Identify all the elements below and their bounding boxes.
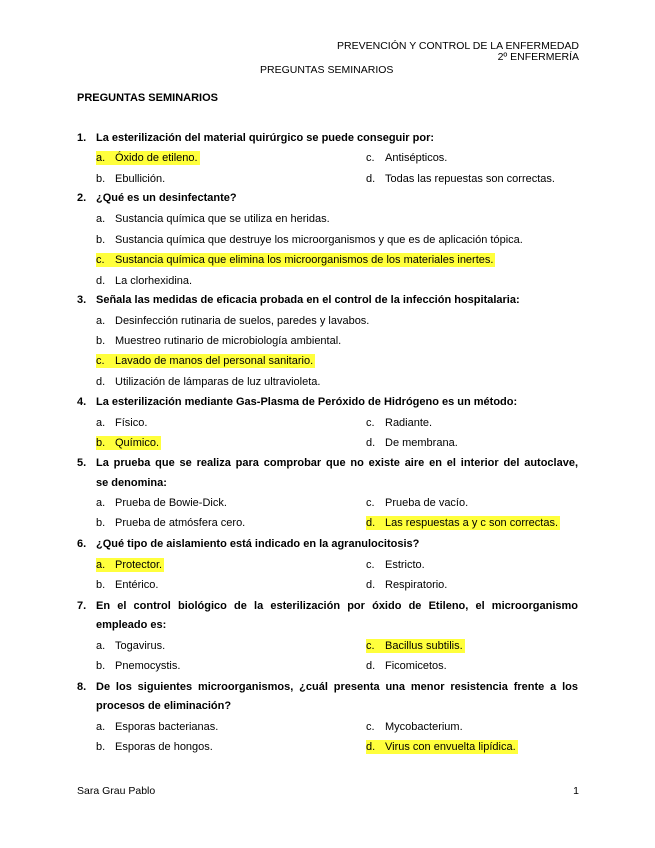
option: c. Estricto. xyxy=(366,559,425,571)
option-correct: a. Protector. xyxy=(96,559,163,571)
option: c. Radiante. xyxy=(366,417,433,429)
question-text-line2: empleado es: xyxy=(96,619,167,631)
question-text-line1: De los siguientes microorganismos, ¿cuál presenta una menor resistencia frente a los xyxy=(96,681,578,693)
question-number: 4. xyxy=(77,396,87,408)
option: d. De membrana. xyxy=(366,437,458,449)
question-text: La esterilización del material quirúrgico se puede conseguir por: xyxy=(96,132,435,144)
option-correct: b. Químico. xyxy=(96,437,160,449)
option: b. Sustancia química que destruye los microorganismos y que es de aplicación tópica. xyxy=(96,234,523,246)
question-number: 2. xyxy=(77,192,87,204)
option: a. Desinfección rutinaria de suelos, paredes y lavabos. xyxy=(96,315,370,327)
option-correct: d. Las respuestas a y c son correctas. xyxy=(366,517,559,529)
question-text: ¿Qué tipo de aislamiento está indicado en la agranulocitosis? xyxy=(96,538,420,550)
option: d. Ficomicetos. xyxy=(366,660,447,672)
option: b. Prueba de atmósfera cero. xyxy=(96,517,246,529)
question-number: 8. xyxy=(77,681,87,693)
option-correct: a. Óxido de etileno. xyxy=(96,152,198,164)
option: d. Utilización de lámparas de luz ultravioleta. xyxy=(96,376,321,388)
question-number: 7. xyxy=(77,600,87,612)
option: b. Ebullición. xyxy=(96,173,166,185)
question-text: La esterilización mediante Gas-Plasma de Peróxido de Hidrógeno es un método: xyxy=(96,396,518,408)
question-text-line1: La prueba que se realiza para comprobar que no existe aire en el interior del autoclave, xyxy=(96,457,578,469)
option: b. Entérico. xyxy=(96,579,159,591)
option: a. Físico. xyxy=(96,417,148,429)
option: b. Muestreo rutinario de microbiología ambiental. xyxy=(96,335,342,347)
question-text-line1: En el control biológico de la esterilización por óxido de Etileno, el microorganismo xyxy=(96,600,578,612)
option: b. Pnemocystis. xyxy=(96,660,181,672)
question-text: ¿Qué es un desinfectante? xyxy=(96,192,237,204)
page-number: 1 xyxy=(573,785,579,797)
question-text-line2: procesos de eliminación? xyxy=(96,700,232,712)
option: a. Esporas bacterianas. xyxy=(96,721,219,733)
option: c. Mycobacterium. xyxy=(366,721,463,733)
question-text: Señala las medidas de eficacia probada en el control de la infección hospitalaria: xyxy=(96,294,520,306)
option: b. Esporas de hongos. xyxy=(96,741,213,753)
option: c. Prueba de vacío. xyxy=(366,497,469,509)
option-correct: c. Bacillus subtilis. xyxy=(366,640,463,652)
header-course: 2º ENFERMERÍA xyxy=(497,51,579,63)
footer-author: Sara Grau Pablo xyxy=(77,785,156,797)
question-number: 6. xyxy=(77,538,87,550)
question-number: 5. xyxy=(77,457,87,469)
document-title: PREGUNTAS SEMINARIOS xyxy=(77,92,218,104)
option-correct: c. Lavado de manos del personal sanitario. xyxy=(96,355,314,367)
option-correct: c. Sustancia química que elimina los microorganismos de los materiales inertes. xyxy=(96,254,494,266)
option: d. La clorhexidina. xyxy=(96,275,193,287)
question-number: 3. xyxy=(77,294,87,306)
option: d. Respiratorio. xyxy=(366,579,448,591)
option-correct: d. Virus con envuelta lipídica. xyxy=(366,741,516,753)
header-subject: PREVENCIÓN Y CONTROL DE LA ENFERMEDAD xyxy=(337,40,579,52)
option: a. Prueba de Bowie-Dick. xyxy=(96,497,227,509)
question-number: 1. xyxy=(77,132,87,144)
option: a. Sustancia química que se utiliza en heridas. xyxy=(96,213,330,225)
option: c. Antisépticos. xyxy=(366,152,448,164)
option: d. Todas las repuestas son correctas. xyxy=(366,173,555,185)
header-section: PREGUNTAS SEMINARIOS xyxy=(260,64,394,76)
option: a. Togavirus. xyxy=(96,640,166,652)
question-text-line2: se denomina: xyxy=(96,477,167,489)
